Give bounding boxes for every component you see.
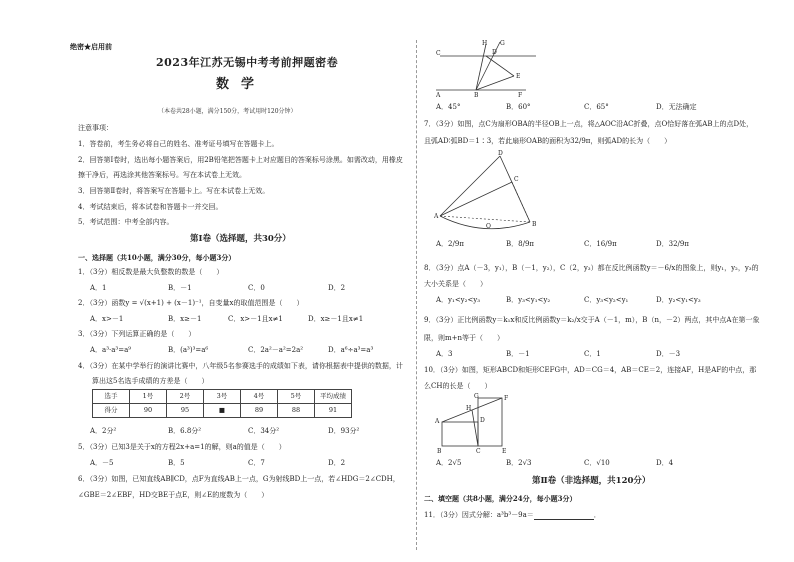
q2-opt-d: D．x≥－1且x≠1: [308, 315, 364, 323]
q5-opt-d: D．2: [328, 459, 346, 467]
table-cell: 1号: [130, 390, 167, 404]
table-cell: 3号: [204, 390, 241, 404]
table-cell: 2号: [167, 390, 204, 404]
q1-opt-b: B．－1: [168, 284, 192, 292]
q8-opt-a: A．y₁<y₂<y₃: [436, 296, 481, 304]
q6-label-g: G: [500, 40, 505, 47]
q10-label-b: B: [437, 448, 442, 454]
q6-label-h: H: [482, 40, 488, 47]
q2-opt-b: B．x≥－1: [168, 315, 202, 323]
question-7-line2: 且弧AD∶弧BD＝1∶3，若此扇形OAB的面积为32/9π，则弧AD的长为（ ）: [424, 137, 672, 145]
q6-label-b: B: [474, 92, 479, 98]
q10-label-e: E: [502, 448, 507, 454]
q2-opt-a: A．x>－1: [90, 315, 124, 323]
question-10-line1: 10．（3分）如图，矩形ABCD和矩形CEFG中，AD＝CG＝4，AB＝CE＝2，连接AF，H是AF的中点，那: [424, 366, 757, 374]
question-3: 3．（3分）下列运算正确的是（ ）: [78, 330, 196, 338]
question-4-line2: 算出这5名选手成绩的方差是（ ）: [92, 377, 209, 385]
score-table: [92, 389, 352, 418]
q3-opt-c: C．2a²－a²=2a²: [248, 346, 304, 354]
q6-label-c: C: [436, 50, 441, 57]
q9-opt-d: D．－3: [656, 350, 681, 358]
table-cell: ■: [204, 404, 241, 418]
q4-opt-a: A．2分²: [90, 427, 117, 435]
q9-opt-b: B．－1: [506, 350, 530, 358]
q1-opt-a: A．1: [90, 284, 107, 292]
q6-label-e: E: [516, 73, 521, 80]
q8-opt-c: C．y₃<y₂<y₁: [584, 296, 629, 304]
q7-label-d: D: [498, 150, 503, 157]
table-cell: 5号: [278, 390, 315, 404]
question-1: 1．（3分）相反数是最大负整数的数是（ ）: [78, 268, 224, 276]
q10-figure: [434, 392, 524, 454]
q6-opt-c: C．65°: [584, 103, 609, 111]
subject-title: 数学: [216, 77, 267, 92]
table-cell: 90: [130, 404, 167, 418]
q7-figure: [434, 150, 544, 232]
q7-opt-a: A．2/9π: [436, 240, 464, 248]
table-cell: 89: [241, 404, 278, 418]
q7-opt-d: D．32/9π: [656, 240, 689, 248]
table-cell: 选手: [93, 390, 130, 404]
table-row: [93, 404, 352, 418]
question-6-line1: 6．（3分）如图，已知直线AB∥CD，点F为直线AB上一点，G为射线BD上一点，若∠HDG＝2∠CDH，: [78, 475, 400, 483]
q5-opt-a: A．－5: [90, 459, 114, 467]
q10-opt-a: A．2√5: [436, 459, 462, 467]
section1-title: 一、选择题（共10小题，满分30分，每小题3分）: [78, 253, 236, 262]
table-cell: 4号: [241, 390, 278, 404]
q10-opt-b: B．2√3: [506, 459, 532, 467]
question-4-line1: 4．（3分）在某中学举行的演讲比赛中，八年级5名参赛选手的成绩如下表，请你根据表中提供的数据，计: [78, 362, 403, 370]
q3-opt-d: D．a⁶÷a³=a³: [328, 346, 374, 354]
q8-opt-b: B．y₃<y₁<y₂: [506, 296, 551, 304]
question-10-line2: 么CH的长是（ ）: [424, 382, 492, 390]
q10-opt-d: D．4: [656, 459, 674, 467]
column-divider: [416, 40, 417, 550]
q5-opt-c: C．7: [248, 459, 265, 467]
q7-opt-b: B．8/9π: [506, 240, 535, 248]
exam-title: 2023年江苏无锡中考考前押题密卷: [156, 56, 339, 69]
q6-label-d: D: [492, 49, 497, 56]
notice-item: 2．回答第Ⅰ卷时，选出每小题答案后，用2B铅笔把答题卡上对应题目的答案标号涂黑。如需改动，用橡皮: [78, 156, 403, 164]
q6-label-a: A: [436, 92, 441, 98]
q1-opt-d: D．2: [328, 284, 346, 292]
q10-label-h: H: [466, 405, 472, 412]
notice-title: 注意事项：: [78, 124, 113, 132]
table-cell: 88: [278, 404, 315, 418]
notice-item: 4．考试结束后，将本试卷和答题卡一并交回。: [78, 203, 223, 211]
q3-opt-b: B．(a³)³=a⁶: [168, 346, 209, 354]
q6-opt-b: B．60°: [506, 103, 531, 111]
question-9-line2: 限，则m+n等于（ ）: [424, 334, 505, 342]
question-7-line1: 7．（3分）如图，点C为扇形OBA的半径OB上一点，将△AOC沿AC折叠，点O恰好落在弧AB上的点D处，: [424, 120, 754, 128]
q7-label-c: C: [514, 176, 519, 183]
question-8-line1: 8．（3分）点A（－3，y₁），B（－1，y₂），C（2，y₃）都在反比例函数y＝－6/x的图象上，则y₁，y₂，y₃的: [424, 264, 759, 272]
table-row: [93, 390, 352, 404]
notice-item: 擦干净后，再选涂其他答案标号。写在本试卷上无效。: [78, 171, 246, 179]
q4-opt-d: D．93分²: [328, 427, 360, 435]
q3-opt-a: A．a³·a³=a⁹: [90, 346, 132, 354]
q2-opt-c: C．x>－1且x≠1: [228, 315, 283, 323]
q9-opt-a: A．3: [436, 350, 453, 358]
q6-figure: [436, 38, 546, 98]
q10-label-c: C: [476, 448, 481, 454]
question-2: 2．（3分）函数y = √(x+1) + (x－1)⁻¹，自变量x的取值范围是（ ）: [78, 299, 304, 307]
q4-opt-c: C．34分²: [248, 427, 280, 435]
q4-opt-b: B．6.8分²: [168, 427, 202, 435]
q6-opt-d: D．无法确定: [656, 103, 697, 111]
q6-label-f: F: [518, 92, 523, 98]
section2-title: 二、填空题（共8小题，满分24分，每小题3分）: [424, 494, 577, 503]
q7-opt-c: C．16/9π: [584, 240, 617, 248]
q10-label-d: D: [480, 417, 485, 424]
part1-title: 第Ⅰ卷（选择题，共30分）: [190, 234, 291, 244]
question-11-text: 11．（3分）因式分解：a³b³－9a＝: [424, 511, 534, 519]
question-5: 5．（3分）已知3是关于x的方程2x+a=1的解，则a的值是（ ）: [78, 443, 286, 451]
question-8-line2: 大小关系是（ ）: [424, 280, 487, 288]
q5-opt-b: B．5: [168, 459, 185, 467]
exam-note: （本卷共28小题，满分150分，考试用时120分钟）: [158, 108, 297, 115]
question-11: 11．（3分）因式分解：a³b³－9a＝ ．: [424, 511, 601, 519]
q8-opt-d: D．y₂<y₁<y₃: [656, 296, 701, 304]
q10-label-a: A: [435, 418, 440, 425]
q7-label-b: B: [532, 221, 537, 228]
q9-opt-c: C．1: [584, 350, 601, 358]
question-9-line1: 9．（3分）正比例函数y＝k₁x和反比例函数y＝k₂/x交于A（－1，m），B（n，－2）两点，其中点A在第一象: [424, 316, 760, 324]
part2-title: 第Ⅱ卷（非选择题，共120分）: [532, 476, 651, 486]
question-6-line2: ∠GBE＝2∠EBF，HD交BE于点E，则∠E的度数为（ ）: [78, 491, 269, 499]
q1-opt-c: C．0: [248, 284, 265, 292]
table-cell: 平均成绩: [315, 390, 352, 404]
table-cell: 91: [315, 404, 352, 418]
q7-label-a: A: [434, 213, 439, 220]
q10-opt-c: C．√10: [584, 459, 610, 467]
q10-label-f: F: [504, 395, 509, 402]
notice-item: 5．考试范围：中考全部内容。: [78, 218, 174, 226]
notice-item: 3．回答第Ⅱ卷时，将答案写在答题卡上。写在本试卷上无效。: [78, 187, 270, 195]
answer-blank: [534, 513, 594, 520]
secret-label: 绝密★启用前: [70, 42, 112, 51]
q6-opt-a: A．45°: [436, 103, 461, 111]
table-cell: 得分: [93, 404, 130, 418]
table-cell: 95: [167, 404, 204, 418]
notice-item: 1．答卷前，考生务必将自己的姓名、准考证号填写在答题卡上。: [78, 140, 279, 148]
q10-label-g: G: [474, 393, 479, 400]
q7-label-o: O: [486, 223, 491, 230]
